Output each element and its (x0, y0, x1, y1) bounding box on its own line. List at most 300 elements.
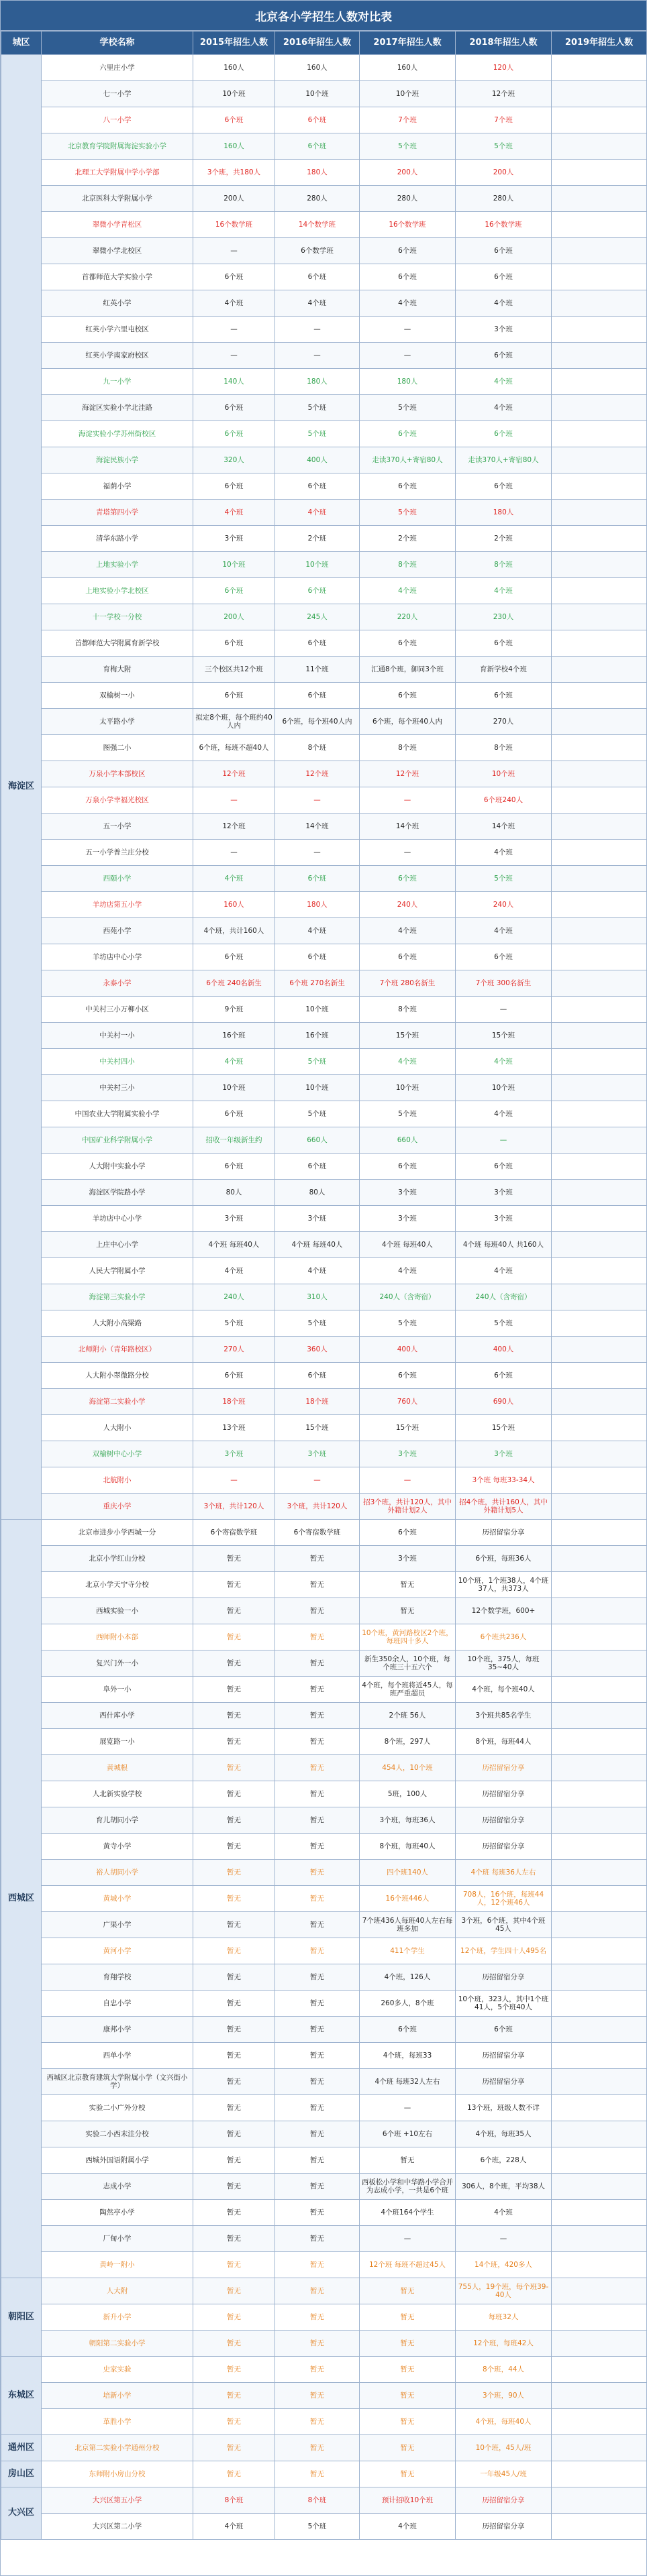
table-row (1, 317, 647, 343)
enroll-2017-cell: 10个班，黄河路校区2个班，每班四十多人 (360, 1624, 456, 1650)
enroll-2018-cell: 12个班，每班42人 (456, 2331, 552, 2357)
enroll-2017-cell: 6个班 (360, 866, 456, 892)
enroll-2017-cell: — (360, 840, 456, 866)
table-row (1, 2017, 647, 2043)
enroll-2015-cell: 暂无 (193, 2095, 275, 2121)
enroll-2015-cell: 6个班 (193, 264, 275, 290)
enroll-2016-cell: 暂无 (275, 1860, 360, 1886)
table-row (1, 1284, 647, 1310)
enroll-2018-cell: 5个班 (456, 866, 552, 892)
school-name-cell: 朝阳第二实验小学 (42, 2331, 193, 2357)
enroll-2016-cell: — (275, 343, 360, 369)
enroll-2019-cell (552, 186, 647, 212)
header-2018: 2018年招生人数 (456, 32, 552, 55)
enroll-2017-cell: — (360, 2226, 456, 2252)
school-name-cell: 厂甸小学 (42, 2226, 193, 2252)
table-row (1, 1441, 647, 1467)
district-cell: 海淀区 (1, 55, 42, 1520)
table-row (1, 709, 647, 735)
school-name-cell: 实验二小广外分校 (42, 2095, 193, 2121)
enroll-2015-cell: 8个班 (193, 2487, 275, 2514)
enroll-2019-cell (552, 1154, 647, 1180)
enroll-2017-cell: 暂无 (360, 2461, 456, 2487)
enroll-2015-cell: 暂无 (193, 1598, 275, 1624)
enroll-2015-cell: 80人 (193, 1180, 275, 1206)
school-name-cell: 自忠小学 (42, 1991, 193, 2017)
enroll-2019-cell (552, 840, 647, 866)
school-name-cell: 康邦小学 (42, 2017, 193, 2043)
enroll-2019-cell (552, 1938, 647, 1964)
enroll-2016-cell: 暂无 (275, 1624, 360, 1650)
enroll-2016-cell: 6个班 (275, 264, 360, 290)
enroll-2018-cell: 历招留宿分享 (456, 1964, 552, 1991)
enroll-2015-cell: 暂无 (193, 1624, 275, 1650)
enroll-2018-cell: 12个班，学生四十人495名 (456, 1938, 552, 1964)
school-name-cell: 海淀第三实验小学 (42, 1284, 193, 1310)
enroll-2018-cell: 10个班，1个班38人，4个班37人，共373人 (456, 1572, 552, 1598)
school-name-cell: 万泉小学幸福光校区 (42, 787, 193, 814)
enroll-2017-cell: 四个班140人 (360, 1860, 456, 1886)
enroll-2016-cell: 暂无 (275, 1755, 360, 1781)
enroll-2018-cell: 历招留宿分享 (456, 2487, 552, 2514)
table-row (1, 1546, 647, 1572)
school-name-cell: 广渠小学 (42, 1912, 193, 1938)
enroll-2015-cell: — (193, 238, 275, 264)
enroll-2017-cell: 4个班 (360, 918, 456, 944)
enroll-2017-cell: 280人 (360, 186, 456, 212)
table-row (1, 2435, 647, 2461)
enroll-2018-cell: 4个班 (456, 2200, 552, 2226)
table-row (1, 1624, 647, 1650)
enroll-2018-cell: 4个班 每班40人 共160人 (456, 1232, 552, 1258)
enroll-2016-cell: 暂无 (275, 1572, 360, 1598)
school-name-cell: 育翔学校 (42, 1964, 193, 1991)
school-name-cell: 红英小学六里屯校区 (42, 317, 193, 343)
enroll-2016-cell: 16个班 (275, 1023, 360, 1049)
enroll-2019-cell (552, 1886, 647, 1912)
enroll-2018-cell: 3个班共85名学生 (456, 1703, 552, 1729)
enroll-2018-cell: 6个班 (456, 683, 552, 709)
enroll-2018-cell: 240人（含寄宿） (456, 1284, 552, 1310)
enroll-2018-cell: 280人 (456, 186, 552, 212)
enroll-2019-cell (552, 1310, 647, 1337)
enroll-2018-cell: 6个班 (456, 2017, 552, 2043)
enroll-2018-cell: 306人，8个班，平均38人 (456, 2174, 552, 2200)
enroll-2016-cell: 5个班 (275, 395, 360, 421)
enroll-2018-cell: 4个班 (456, 1258, 552, 1284)
school-name-cell: 人大附中实验小学 (42, 1154, 193, 1180)
enroll-2019-cell (552, 552, 647, 578)
school-name-cell: 革胜小学 (42, 2409, 193, 2435)
table-row (1, 1729, 647, 1755)
enroll-2016-cell: 8个班 (275, 2487, 360, 2514)
table-row (1, 2095, 647, 2121)
table-row (1, 2514, 647, 2540)
school-name-cell: 北京教育学院附属海淀实验小学 (42, 133, 193, 160)
enroll-2017-cell: 招3个班，共计120人，其中外籍计划2人 (360, 1494, 456, 1520)
school-name-cell: 首都师范大学实验小学 (42, 264, 193, 290)
enroll-2015-cell: 暂无 (193, 2147, 275, 2174)
enroll-2016-cell: 暂无 (275, 1781, 360, 1807)
school-name-cell: 实验二小西末洼分校 (42, 2121, 193, 2147)
enroll-2017-cell: 12个班 每班不超过45人 (360, 2252, 456, 2278)
enroll-2015-cell: 12个班 (193, 761, 275, 787)
enroll-2019-cell (552, 2252, 647, 2278)
enroll-2018-cell: 6个班 (456, 343, 552, 369)
enroll-2019-cell (552, 1180, 647, 1206)
table-row (1, 970, 647, 997)
enroll-2019-cell (552, 369, 647, 395)
enroll-2015-cell: 6个班 (193, 395, 275, 421)
enroll-2017-cell: 5个班 (360, 133, 456, 160)
enroll-2015-cell: 暂无 (193, 1572, 275, 1598)
enroll-2015-cell: 10个班 (193, 1075, 275, 1101)
enroll-2016-cell: 6个班 (275, 578, 360, 604)
enroll-2019-cell (552, 1363, 647, 1389)
school-name-cell: 海淀民族小学 (42, 447, 193, 473)
enroll-2018-cell: 4个班 (456, 369, 552, 395)
table-row (1, 1938, 647, 1964)
school-name-cell: 海淀实验小学苏州街校区 (42, 421, 193, 447)
school-name-cell: 人大附 (42, 2278, 193, 2304)
enroll-2016-cell: 暂无 (275, 1964, 360, 1991)
table-row (1, 1180, 647, 1206)
enroll-2016-cell: 6个班 270名新生 (275, 970, 360, 997)
school-name-cell: 太平路小学 (42, 709, 193, 735)
enroll-2017-cell: 5个班 (360, 1101, 456, 1127)
enroll-2019-cell (552, 2147, 647, 2174)
enroll-2018-cell: 6个班，228人 (456, 2147, 552, 2174)
enroll-2015-cell: 暂无 (193, 1938, 275, 1964)
enroll-2018-cell: 10个班 (456, 1075, 552, 1101)
header-row (1, 32, 647, 55)
enroll-2015-cell: 10个班 (193, 81, 275, 107)
school-name-cell: 永泰小学 (42, 970, 193, 997)
enroll-2019-cell (552, 1991, 647, 2017)
enroll-2018-cell: 6个班 (456, 238, 552, 264)
enroll-2019-cell (552, 1127, 647, 1154)
enroll-2019-cell (552, 2226, 647, 2252)
enroll-2019-cell (552, 2017, 647, 2043)
table-row (1, 1049, 647, 1075)
enroll-2016-cell: 3个班 (275, 1206, 360, 1232)
enroll-2015-cell: 暂无 (193, 2383, 275, 2409)
enroll-2016-cell: 8个班 (275, 735, 360, 761)
school-name-cell: 北航附小 (42, 1467, 193, 1494)
enroll-2015-cell: 拟定8个班，每个班约40人内 (193, 709, 275, 735)
enroll-2019-cell (552, 1520, 647, 1546)
enroll-2018-cell: 8个班，每班44人 (456, 1729, 552, 1755)
enroll-2019-cell (552, 1232, 647, 1258)
enroll-2018-cell: — (456, 1127, 552, 1154)
table-row (1, 2252, 647, 2278)
school-name-cell: 人民大学附属小学 (42, 1258, 193, 1284)
enroll-2016-cell: 6个班，每个班40人内 (275, 709, 360, 735)
enroll-2017-cell: 5个班 (360, 1310, 456, 1337)
enroll-2017-cell: 4个班 每班32人左右 (360, 2069, 456, 2095)
table-row (1, 1363, 647, 1389)
enroll-2018-cell: 6个班 (456, 473, 552, 500)
enroll-2018-cell: 10个班，45人/班 (456, 2435, 552, 2461)
school-name-cell: 羊坊店第五小学 (42, 892, 193, 918)
enroll-2015-cell: 6个班 (193, 1363, 275, 1389)
enroll-2017-cell: 240人（含寄宿） (360, 1284, 456, 1310)
enroll-2019-cell (552, 892, 647, 918)
enroll-2019-cell (552, 1415, 647, 1441)
enroll-2019-cell (552, 2174, 647, 2200)
table-row (1, 630, 647, 657)
table-row (1, 264, 647, 290)
enroll-2015-cell: 200人 (193, 604, 275, 630)
enroll-2015-cell: 暂无 (193, 2278, 275, 2304)
enroll-2015-cell: 270人 (193, 1337, 275, 1363)
school-name-cell: 西城区北京教育建筑大学附属小学（文兴街小学） (42, 2069, 193, 2095)
enroll-2016-cell: 5个班 (275, 1049, 360, 1075)
table-row (1, 526, 647, 552)
enroll-2015-cell: 13个班 (193, 1415, 275, 1441)
enroll-2018-cell: 400人 (456, 1337, 552, 1363)
enroll-2017-cell: 3个班 (360, 1441, 456, 1467)
enroll-2019-cell (552, 2095, 647, 2121)
school-name-cell: 翠微小学青松区 (42, 212, 193, 238)
enroll-2017-cell: 新生350余人，10个班，每个班三十五六个 (360, 1650, 456, 1677)
enroll-2016-cell: 6个班 (275, 133, 360, 160)
enroll-2018-cell: 13个班，班级人数不详 (456, 2095, 552, 2121)
enroll-2019-cell (552, 447, 647, 473)
enroll-2016-cell: — (275, 840, 360, 866)
school-name-cell: 大兴区第二小学 (42, 2514, 193, 2540)
table-row (1, 186, 647, 212)
enroll-2018-cell: 4个班，每个班40人 (456, 1677, 552, 1703)
enroll-2019-cell (552, 2304, 647, 2331)
enroll-2016-cell: 10个班 (275, 1075, 360, 1101)
enroll-2019-cell (552, 2487, 647, 2514)
table-row (1, 2383, 647, 2409)
enroll-2018-cell: 120人 (456, 55, 552, 81)
enroll-2015-cell: 暂无 (193, 1860, 275, 1886)
enroll-2015-cell: 暂无 (193, 2174, 275, 2200)
enroll-2017-cell: 4个班，每个班将近45人，每班严重超员 (360, 1677, 456, 1703)
enroll-2017-cell: 15个班 (360, 1023, 456, 1049)
enroll-2019-cell (552, 735, 647, 761)
enroll-2018-cell: 8个班 (456, 735, 552, 761)
enroll-2016-cell: 暂无 (275, 2278, 360, 2304)
school-name-cell: 上地实验小学北校区 (42, 578, 193, 604)
enroll-2019-cell (552, 2514, 647, 2540)
enroll-2018-cell: 180人 (456, 500, 552, 526)
enroll-2017-cell: 4个班164个学生 (360, 2200, 456, 2226)
enroll-2016-cell: 15个班 (275, 1415, 360, 1441)
enroll-2017-cell: 5个班 (360, 500, 456, 526)
table-row (1, 1912, 647, 1938)
enroll-2015-cell: 4个班 (193, 500, 275, 526)
enroll-2019-cell (552, 160, 647, 186)
enroll-2015-cell: 暂无 (193, 2461, 275, 2487)
enroll-2017-cell: 411个学生 (360, 1938, 456, 1964)
table-row (1, 814, 647, 840)
enroll-2016-cell: 80人 (275, 1180, 360, 1206)
enroll-2015-cell: 160人 (193, 892, 275, 918)
table-title: 北京各小学招生人数对比表 (1, 1, 646, 31)
school-name-cell: 七一小学 (42, 81, 193, 107)
enroll-2016-cell: 360人 (275, 1337, 360, 1363)
enroll-2017-cell: 6个班 (360, 1520, 456, 1546)
enroll-2016-cell: 6个班 (275, 107, 360, 133)
enroll-2016-cell: 14个班 (275, 814, 360, 840)
enroll-2015-cell: 三个校区共12个班 (193, 657, 275, 683)
enroll-2015-cell: 暂无 (193, 2304, 275, 2331)
table-row (1, 473, 647, 500)
enroll-2015-cell: 3个班 (193, 1206, 275, 1232)
enroll-2018-cell: 4个班 (456, 578, 552, 604)
enroll-2019-cell (552, 1572, 647, 1598)
table-row (1, 1258, 647, 1284)
enroll-2016-cell: 6个班 (275, 944, 360, 970)
school-name-cell: 红英小学南家府校区 (42, 343, 193, 369)
enroll-2016-cell: 暂无 (275, 1598, 360, 1624)
enroll-2018-cell: 10个班，323人，其中1个班41人，5个班40人 (456, 1991, 552, 2017)
table-row (1, 81, 647, 107)
enroll-2016-cell: 280人 (275, 186, 360, 212)
enroll-2018-cell: 6个班 (456, 264, 552, 290)
enroll-2019-cell (552, 290, 647, 317)
enroll-2016-cell: 暂无 (275, 1991, 360, 2017)
table-row (1, 2409, 647, 2435)
enroll-2015-cell: 暂无 (193, 1807, 275, 1834)
enroll-2017-cell: 6个班 (360, 2017, 456, 2043)
enroll-2016-cell: 3个班 (275, 1441, 360, 1467)
enroll-2016-cell: — (275, 1467, 360, 1494)
school-name-cell: 人北新实验学校 (42, 1781, 193, 1807)
enroll-2018-cell: 历招留宿分享 (456, 1807, 552, 1834)
enroll-2017-cell: 暂无 (360, 2383, 456, 2409)
enroll-2017-cell: — (360, 787, 456, 814)
enroll-2018-cell: 一年级45人/班 (456, 2461, 552, 2487)
school-name-cell: 培新小学 (42, 2383, 193, 2409)
enroll-2019-cell (552, 2069, 647, 2095)
enroll-2019-cell (552, 107, 647, 133)
school-name-cell: 北京第二实验小学通州分校 (42, 2435, 193, 2461)
enroll-2017-cell: 4个班 (360, 1049, 456, 1075)
enroll-2016-cell: 暂无 (275, 1650, 360, 1677)
enroll-2019-cell (552, 1860, 647, 1886)
enroll-2017-cell: — (360, 2095, 456, 2121)
enroll-2016-cell: 4个班 每班40人 (275, 1232, 360, 1258)
enroll-2018-cell: 3个班，6个班，其中4个班45人 (456, 1912, 552, 1938)
enroll-2017-cell: 西板松小学和中华路小学合并为志成小学，一共是6个班 (360, 2174, 456, 2200)
enroll-2015-cell: 320人 (193, 447, 275, 473)
enroll-2019-cell (552, 1624, 647, 1650)
table-row (1, 395, 647, 421)
enroll-2016-cell: 暂无 (275, 2043, 360, 2069)
header-district: 城区 (1, 32, 42, 55)
table-row (1, 160, 647, 186)
table-row (1, 1415, 647, 1441)
enroll-2019-cell (552, 1389, 647, 1415)
school-name-cell: 重庆小学 (42, 1494, 193, 1520)
table-row (1, 1520, 647, 1546)
enroll-2019-cell (552, 1650, 647, 1677)
enroll-2015-cell: 6个班 240名新生 (193, 970, 275, 997)
enroll-2015-cell: — (193, 343, 275, 369)
enroll-2015-cell: 200人 (193, 186, 275, 212)
enroll-2019-cell (552, 2278, 647, 2304)
table-row (1, 1154, 647, 1180)
table-row (1, 683, 647, 709)
enroll-2017-cell: 6个班 (360, 1363, 456, 1389)
school-name-cell: 北京小学红山分校 (42, 1546, 193, 1572)
enroll-2017-cell: 8个班 (360, 552, 456, 578)
enroll-2017-cell: 16个班446人 (360, 1886, 456, 1912)
enroll-2019-cell (552, 1494, 647, 1520)
enroll-2015-cell: 3个班，共计120人 (193, 1494, 275, 1520)
table-row (1, 918, 647, 944)
enroll-2018-cell: 4个班 (456, 1101, 552, 1127)
table-row (1, 2069, 647, 2095)
enroll-2018-cell: 历招留宿分享 (456, 1520, 552, 1546)
enroll-2015-cell: 暂无 (193, 2331, 275, 2357)
table-row (1, 2461, 647, 2487)
enroll-2019-cell (552, 2200, 647, 2226)
enroll-2018-cell: 8个班 (456, 552, 552, 578)
enroll-2018-cell: 4个班 (456, 395, 552, 421)
enroll-2016-cell: 6个班 (275, 630, 360, 657)
enroll-2018-cell: 6个班 (456, 1363, 552, 1389)
enroll-2017-cell: 4个班 (360, 578, 456, 604)
enroll-2017-cell: — (360, 1467, 456, 1494)
enroll-2018-cell: 4个班 (456, 918, 552, 944)
district-cell: 朝阳区 (1, 2278, 42, 2357)
enroll-2019-cell (552, 55, 647, 81)
enroll-2016-cell: 6个数学班 (275, 238, 360, 264)
enroll-2015-cell: 4个班 (193, 1258, 275, 1284)
enroll-2019-cell (552, 1781, 647, 1807)
enroll-2017-cell: 8个班 (360, 997, 456, 1023)
school-name-cell: 海淀区实验小学北洼路 (42, 395, 193, 421)
enroll-2016-cell: 10个班 (275, 997, 360, 1023)
enroll-2017-cell: 6个班 (360, 238, 456, 264)
enroll-2017-cell: 6个班 (360, 944, 456, 970)
enroll-2015-cell: 暂无 (193, 2069, 275, 2095)
school-name-cell: 清华东路小学 (42, 526, 193, 552)
enroll-2016-cell: 10个班 (275, 552, 360, 578)
enroll-2018-cell: 10个班，375人，每班35~40人 (456, 1650, 552, 1677)
enroll-2016-cell: 6个班 (275, 866, 360, 892)
school-name-cell: 西师附小本部 (42, 1624, 193, 1650)
school-name-cell: 西颐小学 (42, 866, 193, 892)
enroll-2017-cell: 7个班436人每班40人左右每班多加 (360, 1912, 456, 1938)
enroll-2017-cell: 暂无 (360, 2278, 456, 2304)
enroll-2018-cell: 历招留宿分享 (456, 1755, 552, 1781)
enroll-2018-cell: 4个班 (456, 840, 552, 866)
enroll-2018-cell: 6个班 (456, 1154, 552, 1180)
enroll-2019-cell (552, 866, 647, 892)
table-row (1, 1755, 647, 1781)
enroll-2017-cell: 10个班 (360, 81, 456, 107)
table-row (1, 55, 647, 81)
school-name-cell: 陶然亭小学 (42, 2200, 193, 2226)
school-name-cell: 西苑小学 (42, 918, 193, 944)
enroll-2015-cell: 160人 (193, 55, 275, 81)
table-row (1, 2147, 647, 2174)
enroll-2019-cell (552, 212, 647, 238)
enroll-2015-cell: 4个班 (193, 866, 275, 892)
enroll-2018-cell: 3个班，90人 (456, 2383, 552, 2409)
enroll-2019-cell (552, 1206, 647, 1232)
table-row (1, 1964, 647, 1991)
enroll-2017-cell: 12个班 (360, 761, 456, 787)
enroll-2015-cell: 6个班 (193, 578, 275, 604)
